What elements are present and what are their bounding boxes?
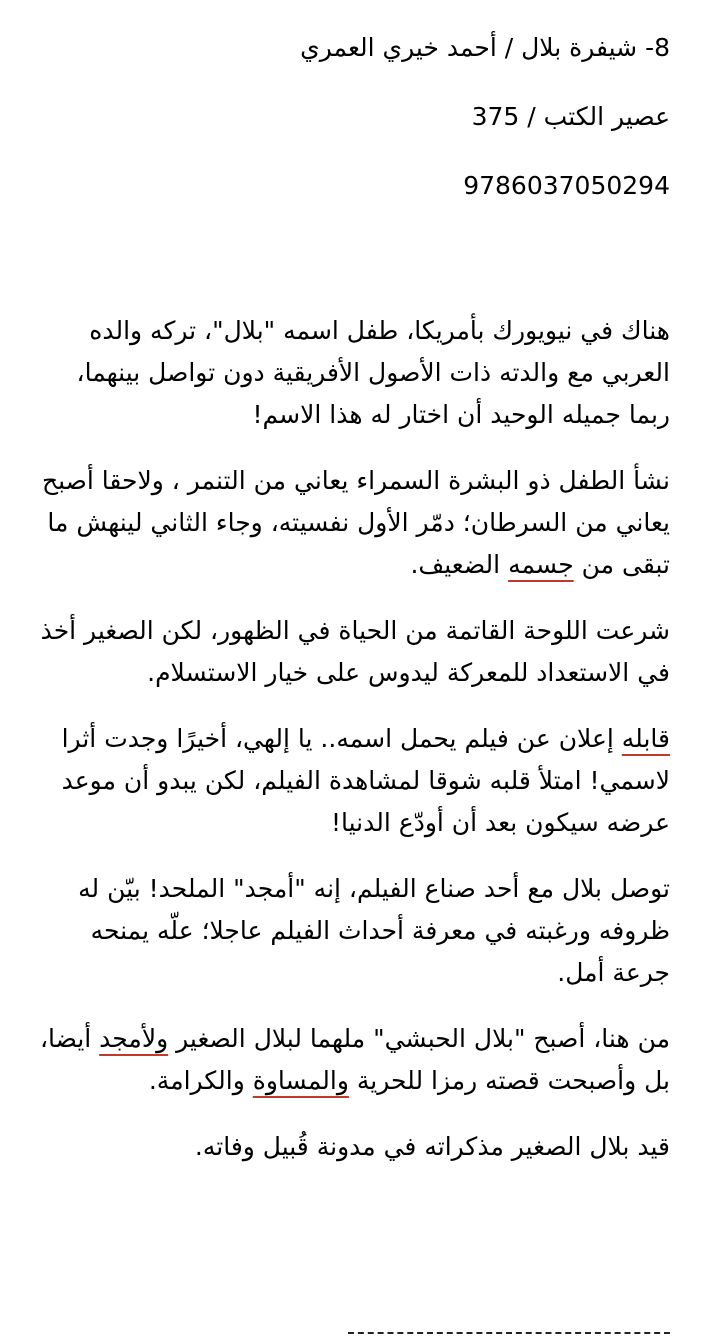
review-paragraph-5: توصل بلال مع أحد صناع الفيلم، إنه "أمجد" الملحد! بيّن له ظروفه ورغبته في معرفة أحداث الفيلم عاجلا؛ علّه يمنحه جرعة أمل. [78,874,670,987]
document-page [30,0,670,1192]
flagged-word[interactable]: والمساوة [252,1066,349,1095]
flagged-word[interactable]: ولأمجد [99,1024,169,1053]
review-paragraph-2 [30,460,670,586]
paragraph-text: أيضا، بل وأصبحت قصته رمزا للحرية [39,1024,670,1095]
review-paragraph-6 [30,1018,670,1102]
isbn-line: 9786037050294 [463,171,670,200]
flagged-word[interactable]: جسمه [508,550,574,579]
review-paragraph-1: هناك في نيويورك بأمريكا، طفل اسمه "بلال"، تركه والده العربي مع والدته ذات الأصول الأفريقية دون تواصل بينهما، ربما جميله الوحيد أن اختار له هذا الاسم! [76,316,670,429]
paragraph-text: من هنا، أصبح "بلال الحبشي" ملهما لبلال الصغير [168,1024,670,1053]
section-divider [348,1332,670,1334]
paragraph-text: نشأ الطفل ذو البشرة السمراء يعاني من التنمر ، ولاحقا أصبح يعاني من السرطان؛ دمّر الأول نفسيته، وجاء الثاني لينهش ما تبقى من [41,466,670,579]
review-paragraph-3: شرعت اللوحة القاتمة من الحياة في الظهور، لكن الصغير أخذ في الاستعداد للمعركة ليدوس على خيار الاستسلام. [40,616,670,687]
paragraph-text: إعلان عن فيلم يحمل اسمه.. يا إلهي، أخيرًا وجدت أثرا لاسمي! امتلأ قلبه شوقا لمشاهدة الفيلم، لكن يبدو أن موعد عرضه سيكون بعد أن أودّع الدنيا! [61,724,670,837]
review-body [30,310,670,1168]
book-title-line: 8- شيفرة بلال / أحمد خيري العمري [300,33,670,62]
flagged-word[interactable]: قابله [621,724,670,753]
paragraph-text: والكرامة. [148,1066,253,1095]
publisher-pages-line: عصير الكتب / 375 [471,102,670,131]
paragraph-text: الضعيف. [410,550,509,579]
review-paragraph-4 [30,718,670,844]
review-paragraph-7: قيد بلال الصغير مذكراته في مدونة قُبيل وفاته. [194,1132,670,1161]
